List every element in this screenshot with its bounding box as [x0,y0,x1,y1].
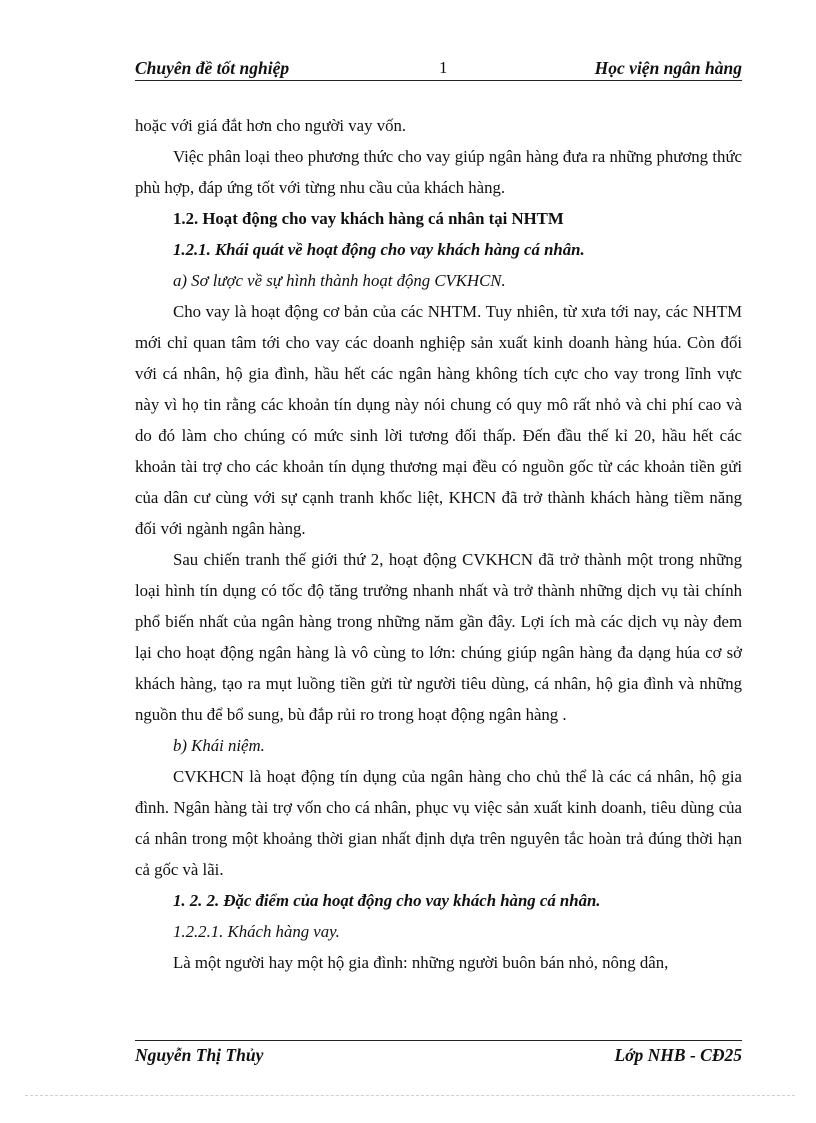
section-heading: 1.2. Hoạt động cho vay khách hàng cá nhân tại NHTM [173,209,564,228]
footer-author: Nguyễn Thị Thủy [135,1045,264,1065]
paragraph: Cho vay là hoạt động cơ bản của các NHTM. Tuy nhiên, từ xưa tới nay, các NHTM mới chỉ quan tâm tới cho vay các doanh nghiệp sản xuất kinh doanh hàng húa. Còn đối với cá nhân, hộ gia đình, hầu hết các ngân hàng không tích cực cho vay trong lĩnh vực này vì họ tin rằng các khoản tín dụng này nói chung có quy mô rất nhỏ và chi phí cao và do đó làm cho chúng có mức sinh lời tương đối thấp. Đến đầu thế kỉ 20, hầu hết các khoản tài trợ cho các khoản tín dụng thương mại đều có nguồn gốc từ các khoản tiền gửi của dân cư cùng với sự cạnh tranh khốc liệt, KHCN đã trở thành khách hàng tiềm năng đối với ngành ngân hàng. [135,302,742,538]
footer-class: Lớp NHB - CĐ25 [614,1045,742,1065]
subheading: b) Khái niệm. [173,736,265,755]
page-boundary [25,1095,795,1096]
subsection-heading: 1.2.1. Khái quát về hoạt động cho vay khách hàng cá nhân. [173,240,585,259]
paragraph: Sau chiến tranh thế giới thứ 2, hoạt động CVKHCN đã trở thành một trong những loại hình tín dụng có tốc độ tăng trưởng nhanh nhất và trở thành những dịch vụ tài chính phổ biến nhất của ngân hàng trong những năm gần đây. Lợi ích mà các dịch vụ này đem lại cho hoạt động ngân hàng là vô cùng to lớn: chúng giúp ngân hàng đa dạng húa cơ sở khách hàng, tạo ra mụt luồng tiền gửi từ người tiêu dùng, cá nhân, hộ gia đình và những nguồn thu để bổ sung, bù đắp rủi ro trong hoạt động ngân hàng . [135,550,742,724]
subsection-heading: 1. 2. 2. Đặc điểm của hoạt động cho vay khách hàng cá nhân. [173,891,601,910]
header-title: Chuyên đề tốt nghiệp [135,58,290,78]
paragraph: CVKHCN là hoạt động tín dụng của ngân hàng cho chủ thể là các cá nhân, hộ gia đình. Ngân hàng tài trợ vốn cho cá nhân, phục vụ việc sản xuất kinh doanh, tiêu dùng của cá nhân trong một khoảng thời gian nhất định dựa trên nguyên tắc hoàn trả đúng thời hạn cả gốc và lãi. [135,767,742,879]
document-body [135,110,742,978]
page-number: 1 [439,58,448,77]
subheading: 1.2.2.1. Khách hàng vay. [173,922,340,941]
header-institution: Học viện ngân hàng [594,58,742,78]
paragraph: Việc phân loại theo phương thức cho vay giúp ngân hàng đưa ra những phương thức phù hợp, đáp ứng tốt với từng nhu cầu của khách hàng. [135,147,742,197]
paragraph: Là một người hay một hộ gia đình: những người buôn bán nhỏ, nông dân, [173,953,669,972]
paragraph: hoặc với giá đắt hơn cho người vay vốn. [135,116,407,135]
page-footer [135,1040,742,1075]
subheading: a) Sơ lược về sự hình thành hoạt động CVKHCN. [173,271,506,290]
page-header [135,56,742,81]
